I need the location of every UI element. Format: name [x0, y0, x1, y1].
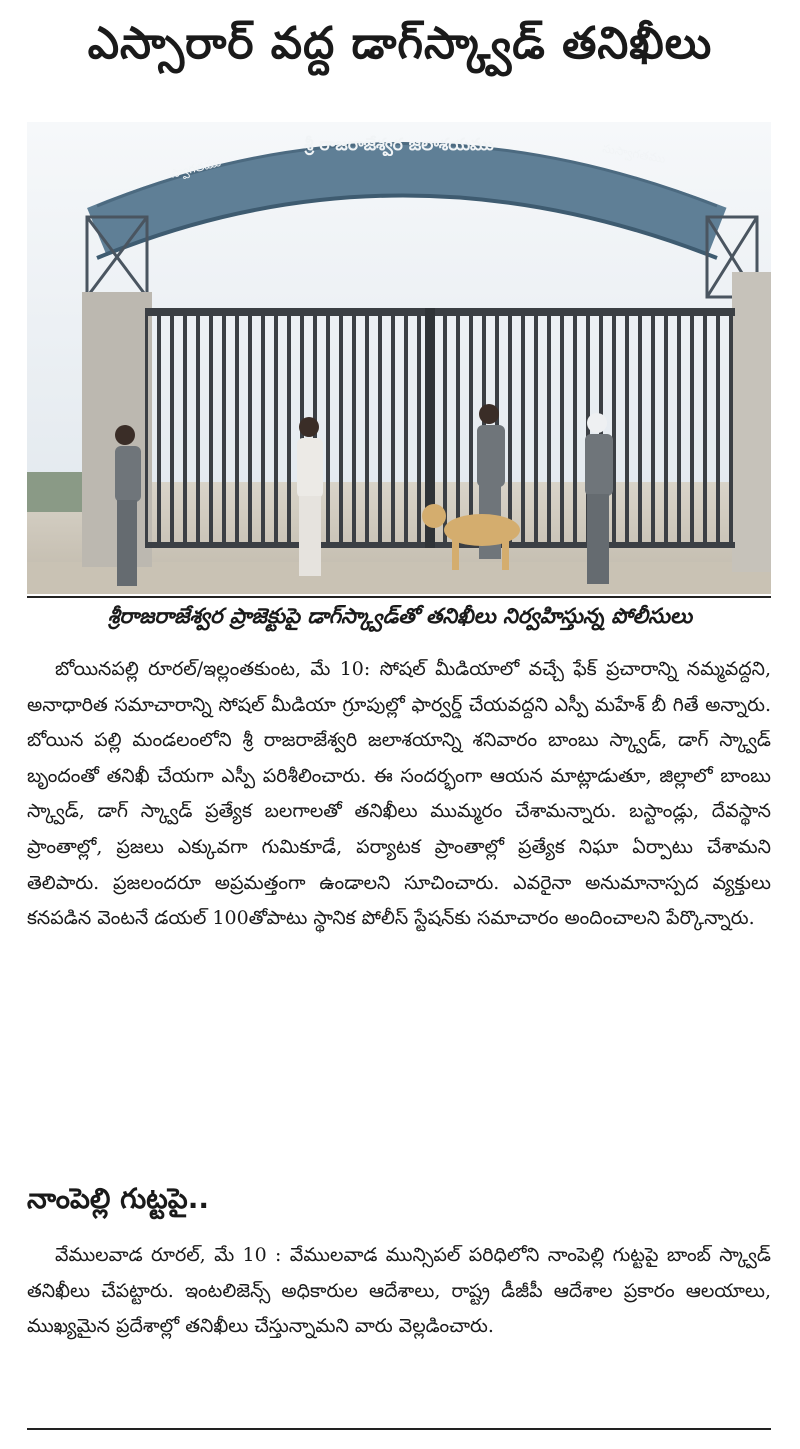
- arch-text-center: శ్రీ రాజరాజేశ్వర జలాశయము: [304, 135, 494, 155]
- bottom-rule: [27, 1428, 771, 1430]
- headline: ఎస్సారార్ వద్ద డాగ్‌స్క్వాడ్ తనిఖీలు: [87, 18, 713, 69]
- news-photo: [27, 122, 771, 594]
- article-body-paragraph-1: బోయినపల్లి రూరల్/ఇల్లంతకుంట, మే 10: సోషల్ మీడియాలో వచ్చే ఫేక్ ప్రచారాన్ని నమ్మవద్దని, అనాధారిత సమాచారాన్ని సోషల్ మీడియా గ్రూపుల్లో ఫార్వర్డ్ చేయవద్దని ఎస్పీ మహేశ్ బీ గితే అన్నారు. బోయిన పల్లి మండలంలోని శ్రీ రాజరాజేశ్వరి జలాశయాన్ని శనివారం బాంబు స్క్వాడ్, డాగ్ స్క్వాడ్ బృందంతో తనిఖీ చేయగా ఎస్పీ పరిశీలించారు. ఈ సందర్భంగా ఆయన మాట్లాడుతూ, జిల్లాలో బాంబు స్క్వాడ్, డాగ్ స్క్వాడ్ ప్రత్యేక బలగాలతో తనిఖీలు ముమ్మరం చేశామన్నారు. బస్టాండ్లు, దేవస్థాన ప్రాంతాల్లో, ప్రజలు ఎక్కువగా గుమికూడే, పర్యాటక ప్రాంతాల్లో ప్రత్యేక నిఘా ఏర్పాటు చేశామని తెలిపారు. ప్రజలందరూ అప్రమత్తంగా ఉండాలని సూచించారు. ఎవరైనా అనుమానాస్పద వ్యక్తులు కనపడిన వెంటనే డయల్ 100తోపాటు స్థానిక పోలీస్ స్టేషన్‌కు సమాచారం అందించాలని పేర్కొన్నారు.: [27, 658, 771, 930]
- photo-caption: శ్రీరాజరాజేశ్వర ప్రాజెక్టుపై డాగ్‌స్క్వాడ్‌తో తనిఖీలు నిర్వహిస్తున్న పోలీసులు: [107, 604, 693, 628]
- article-body-paragraph-2: వేములవాడ రూరల్, మే 10 : వేములవాడ మున్సిపల్ పరిధిలోని నాంపెల్లి గుట్టపై బాంబ్ స్క్వాడ్ తనిఖీలు చేపట్టారు. ఇంటలిజెన్స్ అధికారుల ఆదేశాలు, రాష్ట్ర డీజీపీ ఆదేశాల ప్రకారం ఆలయాలు, ముఖ్యమైన ప్రదేశాల్లో తనిఖీలు చేస్తున్నామని వారు వెల్లడించారు.: [27, 1244, 771, 1338]
- gate-photo-illustration: [27, 122, 771, 594]
- section-subheading: నాంపెల్లి గుట్టపై..: [27, 1182, 209, 1215]
- photo-rule: [27, 596, 771, 598]
- arch-text-right: సుస్వాగతము: [601, 141, 667, 167]
- arch-text-left: స్వాగతము: [169, 154, 223, 181]
